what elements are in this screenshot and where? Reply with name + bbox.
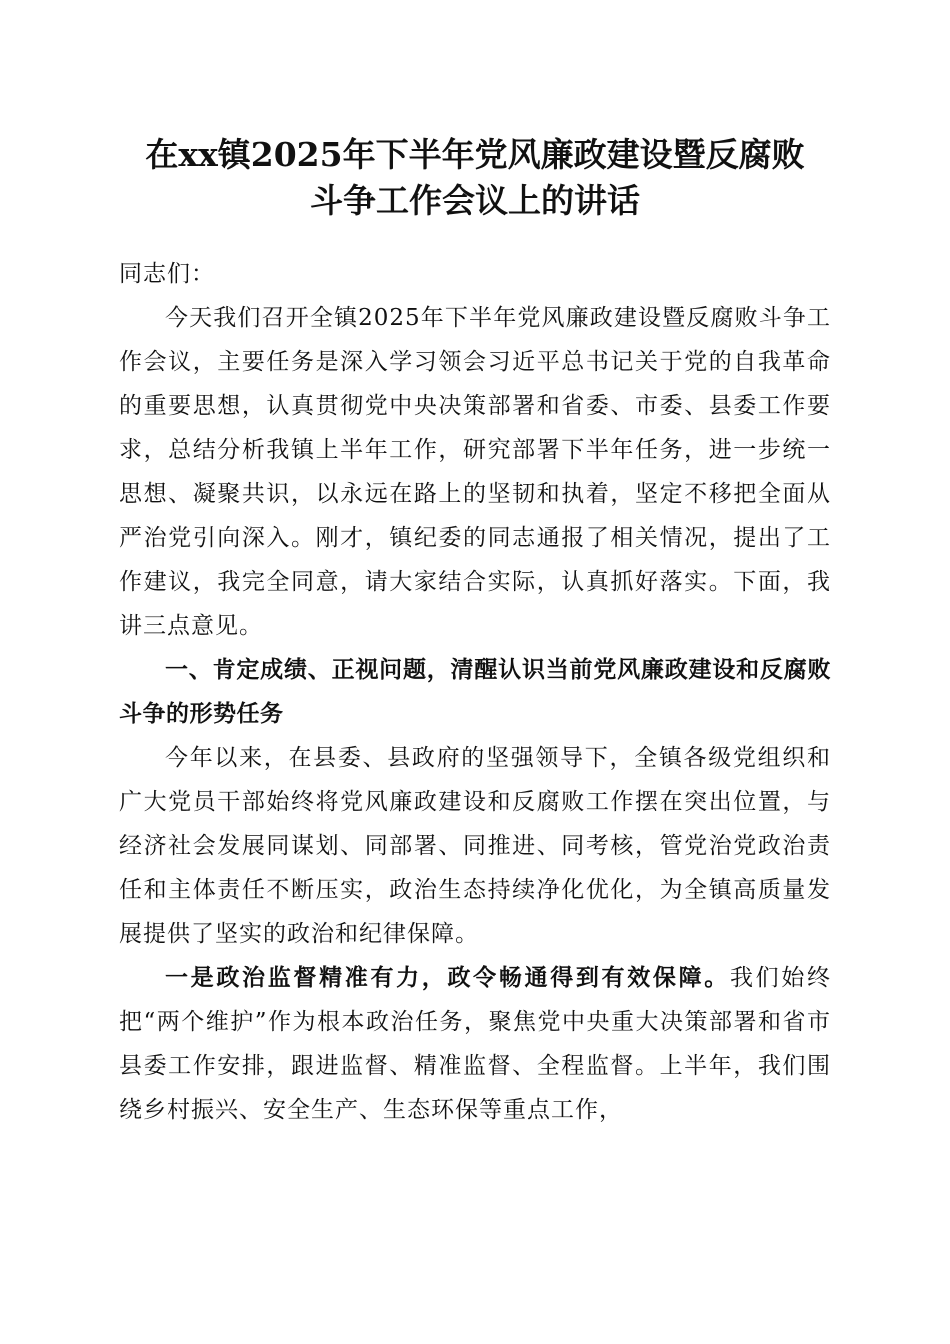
salutation: 同志们： <box>119 261 215 287</box>
point-1-paragraph <box>119 956 831 1132</box>
section-heading-1: 一、肯定成绩、正视问题，清醒认识当前党风廉政建设和反腐败斗争的形势任务 <box>119 657 831 727</box>
document-body <box>119 252 831 1132</box>
title-line-1: 在xx镇2025年下半年党风廉政建设暨反腐败 <box>145 135 805 174</box>
intro-paragraph: 今天我们召开全镇2025年下半年党风廉政建设暨反腐败斗争工作会议，主要任务是深入学习领会习近平总书记关于党的自我革命的重要思想，认真贯彻党中央决策部署和省委、市委、县委工作要求，总结分析我镇上半年工作，研究部署下半年任务，进一步统一思想、凝聚共识，以永远在路上的坚韧和执着，坚定不移把全面从严治党引向深入。刚才，镇纪委的同志通报了相关情况，提出了工作建议，我完全同意，请大家结合实际，认真抓好落实。下面，我讲三点意见。 <box>119 305 831 639</box>
point-1-text: 我们始终把“两个维护”作为根本政治任务，聚焦党中央重大决策部署和省市县委工作安排，跟进监督、精准监督、全程监督。上半年，我们围绕乡村振兴、安全生产、生态环保等重点工作， <box>119 965 832 1123</box>
section-1-paragraph: 今年以来，在县委、县政府的坚强领导下，全镇各级党组织和广大党员干部始终将党风廉政建设和反腐败工作摆在突出位置，与经济社会发展同谋划、同部署、同推进、同考核，管党治党政治责任和主体责任不断压实，政治生态持续净化优化，为全镇高质量发展提供了坚实的政治和纪律保障。 <box>119 745 831 947</box>
document-title <box>110 132 840 224</box>
title-line-2: 斗争工作会议上的讲话 <box>310 181 640 220</box>
point-1-lead: 一是政治监督精准有力，政令畅通得到有效保障。 <box>165 964 730 991</box>
